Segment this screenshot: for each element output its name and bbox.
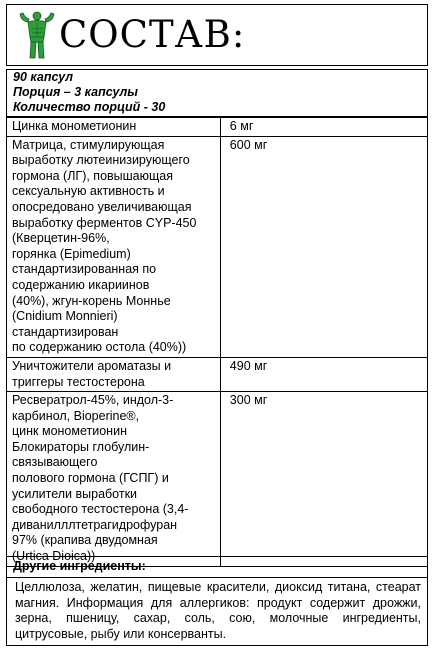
servings-count: Количество порций - 30	[13, 100, 166, 114]
other-ingredients	[6, 556, 428, 646]
table-row	[7, 357, 428, 391]
capsule-count: 90 капсул	[13, 70, 73, 84]
other-ingredients-title: Другие ингредиенты:	[7, 557, 427, 578]
ingredient-name: Уничтожители ароматазы и триггеры тестостерона	[7, 357, 221, 391]
table-row	[7, 392, 428, 567]
ingredients-table	[6, 117, 428, 567]
ingredient-name: Цинка монометионин	[7, 118, 221, 137]
header	[6, 4, 428, 66]
ingredient-dose: 6 мг	[220, 118, 427, 137]
ingredient-name: Матрица, стимулирующая выработку лютеинизирующего гормона (ЛГ), повышающая сексуальную активность и опосредовано увеличивающая выработку ферментов CYP-450 (Кверцетин-96%, горянка (Epimedium) стандартизированная по содержанию икариинов (40%), жгун-корень Монньe (Cnidium Monnieri) стандартизирован по содержанию остола (40%))	[7, 136, 221, 357]
ingredient-dose: 490 мг	[220, 357, 427, 391]
page-title: СОСТАВ:	[59, 13, 246, 56]
ingredient-dose: 300 мг	[220, 392, 427, 567]
muscle-man-logo-icon	[17, 10, 57, 62]
table-row	[7, 136, 428, 357]
other-ingredients-text: Целлюлоза, желатин, пищевые красители, диоксид титана, стеарат магния. Информация для аллергиков: продукт содержит дрожжи, зерна, пшеницу, сахар, соль, сою, молочные ингредиенты, цитрусовые, рыбу или консерванты.	[15, 580, 421, 641]
ingredient-name: Ресвератрол-45%, индол-3- карбинол, Bioperine®, цинк монометионин Блокираторы глобулин- связывающего полового гормона (ГСПГ) и усилители выработки свободного тестостерона (3,4- диванилллтетрагидрофуран 97% (крапива двудомная (Urtica Dioica))	[7, 392, 221, 567]
serving-size: Порция – 3 капсулы	[13, 85, 138, 99]
ingredient-dose: 600 мг	[220, 136, 427, 357]
table-row	[7, 118, 428, 137]
serving-info	[6, 69, 428, 117]
